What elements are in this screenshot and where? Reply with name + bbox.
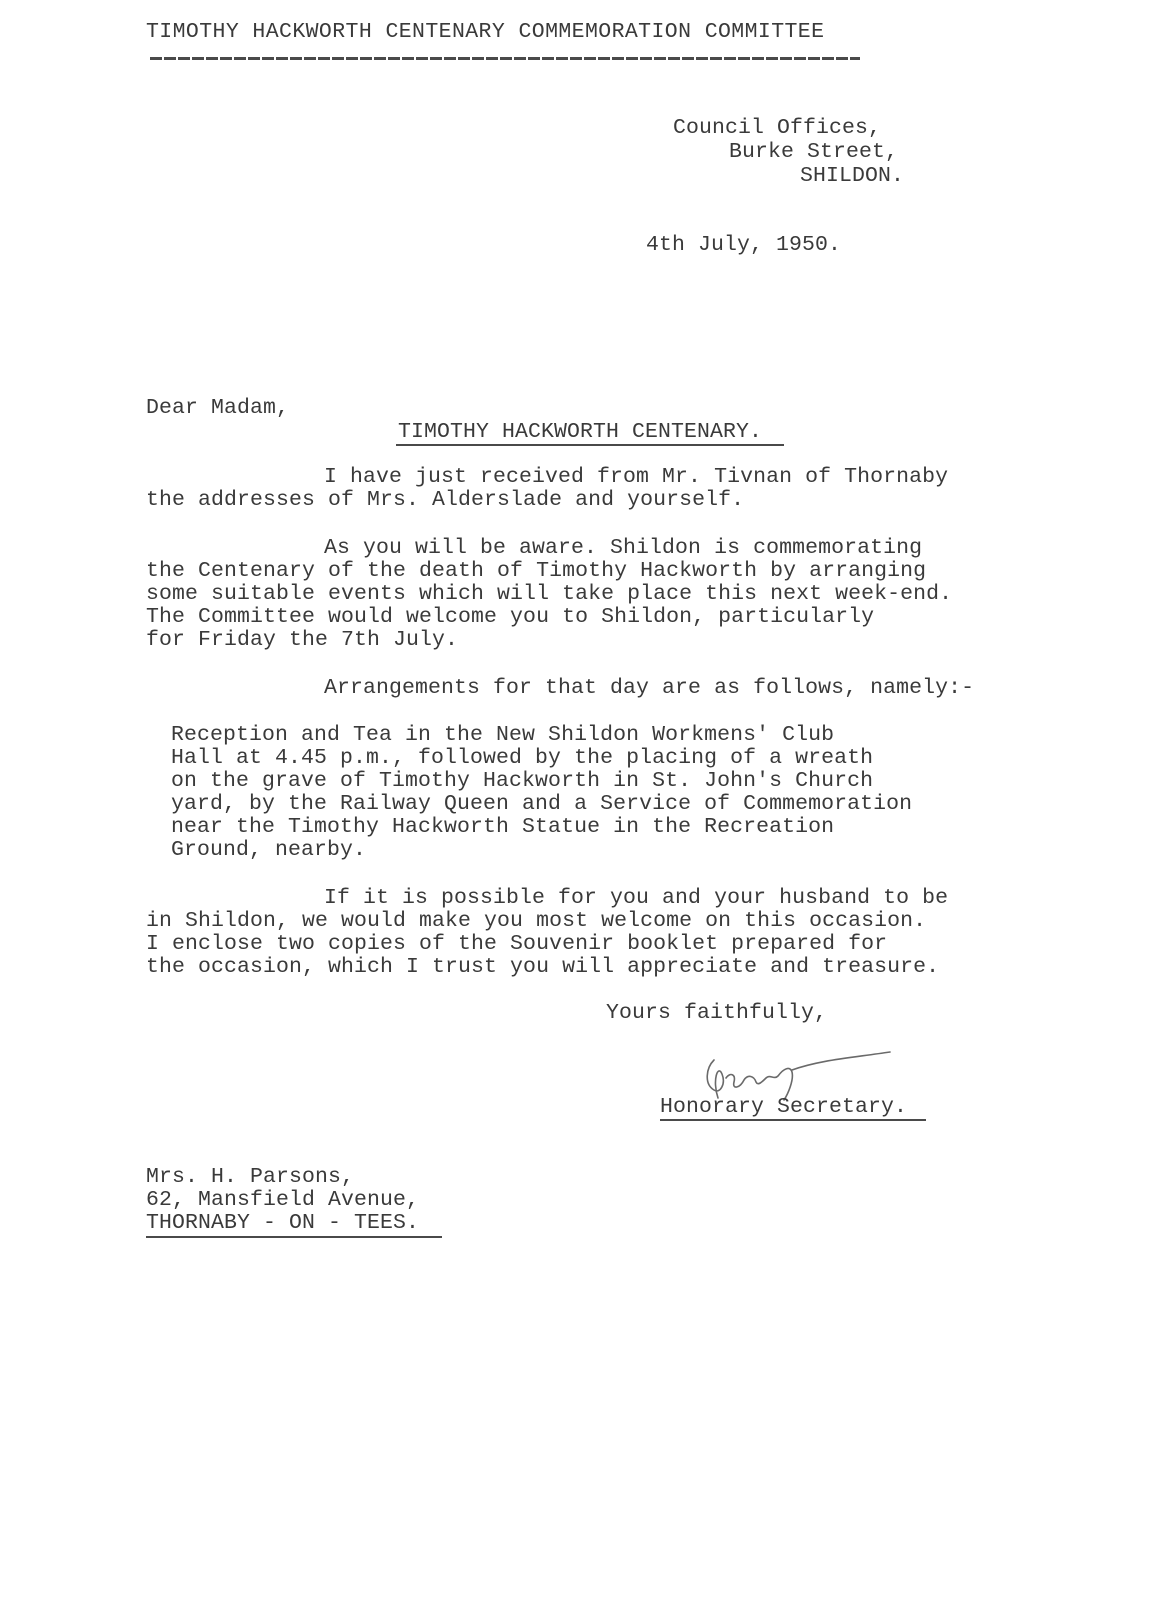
address-line: Council Offices, <box>673 116 882 140</box>
body-line: As you will be aware. Shildon is commemorating <box>324 536 923 560</box>
body-line: on the grave of Timothy Hackworth in St. John's Church <box>171 769 874 793</box>
recipient-line: 62, Mansfield Avenue, <box>146 1188 420 1212</box>
closing: Yours faithfully, <box>606 1001 828 1025</box>
address-line: Burke Street, <box>729 140 899 164</box>
body-line: yard, by the Railway Queen and a Service of Commemoration <box>171 792 913 816</box>
body-line: Hall at 4.45 p.m., followed by the placing of a wreath <box>171 746 874 770</box>
letter-date: 4th July, 1950. <box>646 233 842 257</box>
body-line: the addresses of Mrs. Alderslade and yourself. <box>146 488 745 512</box>
body-line: The Committee would welcome you to Shildon, particularly <box>146 605 875 629</box>
recipient-line: Mrs. H. Parsons, <box>146 1165 355 1189</box>
body-line: for Friday the 7th July. <box>146 628 459 652</box>
body-line: I have just received from Mr. Tivnan of Thornaby <box>324 465 949 489</box>
address-line: SHILDON. <box>800 164 905 188</box>
letterhead-rule <box>150 57 860 60</box>
letterhead-committee: TIMOTHY HACKWORTH CENTENARY COMMEMORATION COMMITTEE <box>146 20 825 44</box>
body-line: If it is possible for you and your husband to be <box>324 886 949 910</box>
body-line: Reception and Tea in the New Shildon Workmens' Club <box>171 723 835 747</box>
recipient-underline <box>146 1236 442 1238</box>
body-line: in Shildon, we would make you most welcome on this occasion. <box>146 909 927 933</box>
body-line: I enclose two copies of the Souvenir booklet prepared for <box>146 932 888 956</box>
signature-title-underline <box>660 1119 926 1121</box>
paragraph-3: Arrangements for that day are as follows, namely:- <box>324 676 975 700</box>
subject-line: TIMOTHY HACKWORTH CENTENARY. <box>398 420 763 444</box>
salutation: Dear Madam, <box>146 396 290 420</box>
body-line: near the Timothy Hackworth Statue in the Recreation <box>171 815 835 839</box>
body-line: some suitable events which will take place this next week-end. <box>146 582 953 606</box>
subject-underline <box>396 444 784 446</box>
body-line: Ground, nearby. <box>171 838 367 862</box>
body-line: the occasion, which I trust you will appreciate and treasure. <box>146 955 940 979</box>
body-line: the Centenary of the death of Timothy Hackworth by arranging <box>146 559 927 583</box>
signature-title: Honorary Secretary. <box>660 1095 908 1119</box>
recipient-line: THORNABY - ON - TEES. <box>146 1211 420 1235</box>
